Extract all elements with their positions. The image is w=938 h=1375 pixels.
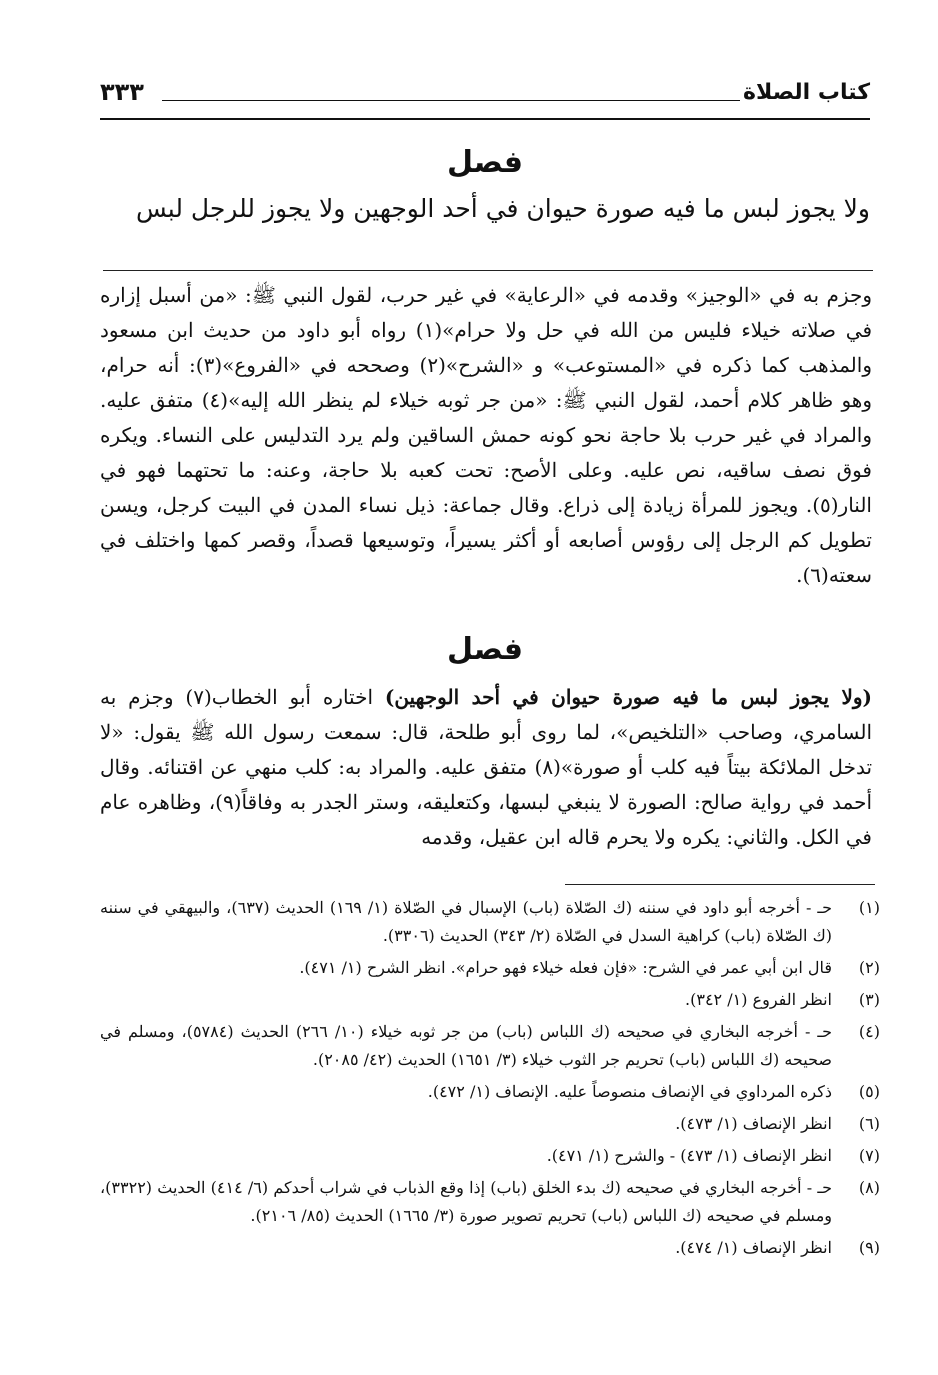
footnote (100, 986, 880, 1014)
footnote-text: انظر الإنصاف (١/ ٤٧٤). (675, 1238, 832, 1257)
section-heading-1: فصل (447, 145, 523, 180)
footnote-number: (٢) (858, 958, 880, 977)
footnote-rule (565, 884, 875, 885)
footnote-number: (٦) (858, 1114, 880, 1133)
commentary-paragraph-2 (100, 680, 872, 855)
running-title: كتاب الصلاة (743, 80, 870, 105)
footnote-number: (٥) (858, 1082, 880, 1101)
commentary-paragraph-1: وجزم به في «الوجيز» وقدمه في «الرعاية» في غير حرب، لقول النبي ﷺ: «من أسبل إزاره في صلاته خيلاء فليس من الله في حل ولا حرام»(١) رواه أبو داود من حديث ابن مسعود والمذهب كما ذكره في «المستوعب» و «الشرح»(٢) وصححه في «الفروع»(٣): أنه حرام، وهو ظاهر كلام أحمد، لقول النبي ﷺ: «من جر ثوبه خيلاء لم ينظر الله إليه»(٤) متفق عليه. والمراد في غير حرب بلا حاجة نحو كونه حمش الساقين ولم يرد التدليس على النساء. ويكره فوق نصف ساقيه، نص عليه. وعلى الأصح: تحت كعبه بلا حاجة، وعنه: ما تحتهما فهو في النار(٥). ويجوز للمرأة زيادة إلى ذراع. وقال جماعة: ذيل نساء المدن في البيت كرجل، ويسن تطويل كم الرجل إلى رؤوس أصابعه أو أكثر يسيراً، وتوسيعها قصداً، وقصر كمها واختلف في سعته(٦). (100, 283, 873, 587)
page-header (100, 78, 870, 120)
matn-quote: (ولا يجوز لبس ما فيه صورة حيوان في أحد الوجهين) (384, 685, 873, 709)
footnote (100, 894, 880, 950)
footnote-text: حـ - أخرجه البخاري في صحيحه (ك اللباس (باب) من جر ثوبه خيلاء (١٠/ ٢٦٦) الحديث (٥٧٨٤)، ومسلم في صحيحه (ك اللباس (باب) تحريم جر الثوب خيلاء (٣/ ١٦٥١) الحديث (٤٢/ ٢٠٨٥). (100, 1022, 833, 1069)
footnote (100, 1018, 880, 1074)
footnote-text: انظر الفروع (١/ ٣٤٢). (685, 990, 832, 1009)
footnote-text: انظر الإنصاف (١/ ٤٧٣). (675, 1114, 832, 1133)
matn-rule (103, 270, 873, 271)
matn-text: ولا يجوز لبس ما فيه صورة حيوان في أحد الوجهين ولا يجوز للرجل لبس (135, 194, 870, 223)
section-heading-2: فصل (447, 632, 523, 667)
footnote (100, 1078, 880, 1106)
footnote-number: (١) (858, 898, 880, 917)
footnote-number: (٨) (858, 1178, 880, 1197)
footnote (100, 1110, 880, 1138)
footnote-number: (٤) (858, 1022, 880, 1041)
commentary-text: اختاره أبو الخطاب(٧) وجزم به السامري، وصاحب «التلخيص»، لما روى أبو طلحة، قال: سمعت رسول الله ﷺ يقول: «لا تدخل الملائكة بيتاً فيه كلب أو صورة»(٨) متفق عليه. والمراد به: كلب منهي عن اقتنائه. وقال أحمد في رواية صالح: الصورة لا ينبغي لبسها، وكتعليقه، وستر الجدر به وفاقاً(٩)، وظاهره عام في الكل. والثاني: يكره ولا يحرم قاله ابن عقيل، وقدمه (100, 685, 873, 849)
footnote (100, 1174, 880, 1230)
footnote-text: حـ - أخرجه البخاري في صحيحه (ك بدء الخلق (باب) إذا وقع الذباب في شراب أحدكم (٦/ ٤١٤) الحديث (٣٣٢٢)، ومسلم في صحيحه (ك اللباس (باب) تحريم تصوير صورة (٣/ ١٦٦٥) الحديث (٨٥/ ٢١٠٦). (100, 1178, 832, 1225)
footnotes (100, 894, 880, 1266)
footnote (100, 1142, 880, 1170)
footnote-number: (٧) (858, 1146, 880, 1165)
footnote (100, 1234, 880, 1262)
footnote-text: قال ابن أبي عمر في الشرح: «فإن فعله خيلاء فهو حرام». انظر الشرح (١/ ٤٧١). (299, 958, 832, 977)
footnote (100, 954, 880, 982)
footnote-text: انظر الإنصاف (١/ ٤٧٣) - والشرح (١/ ٤٧١). (546, 1146, 832, 1165)
footnote-text: ذكره المرداوي في الإنصاف منصوصاً عليه. الإنصاف (١/ ٤٧٢). (427, 1082, 832, 1101)
footnote-number: (٩) (858, 1238, 880, 1257)
header-rule (162, 100, 740, 101)
footnote-text: حـ - أخرجه أبو داود في سننه (ك الصّلاة (باب) الإسبال في الصّلاة (١/ ١٦٩) الحديث (٦٣٧)، والبيهقي في سننه (ك الصّلاة (باب) كراهية السدل في الصّلاة (٢/ ٣٤٣) الحديث (٣٣٠٦). (100, 898, 833, 945)
footnote-number: (٣) (858, 990, 880, 1009)
page-number: ٣٣٣ (100, 78, 144, 106)
